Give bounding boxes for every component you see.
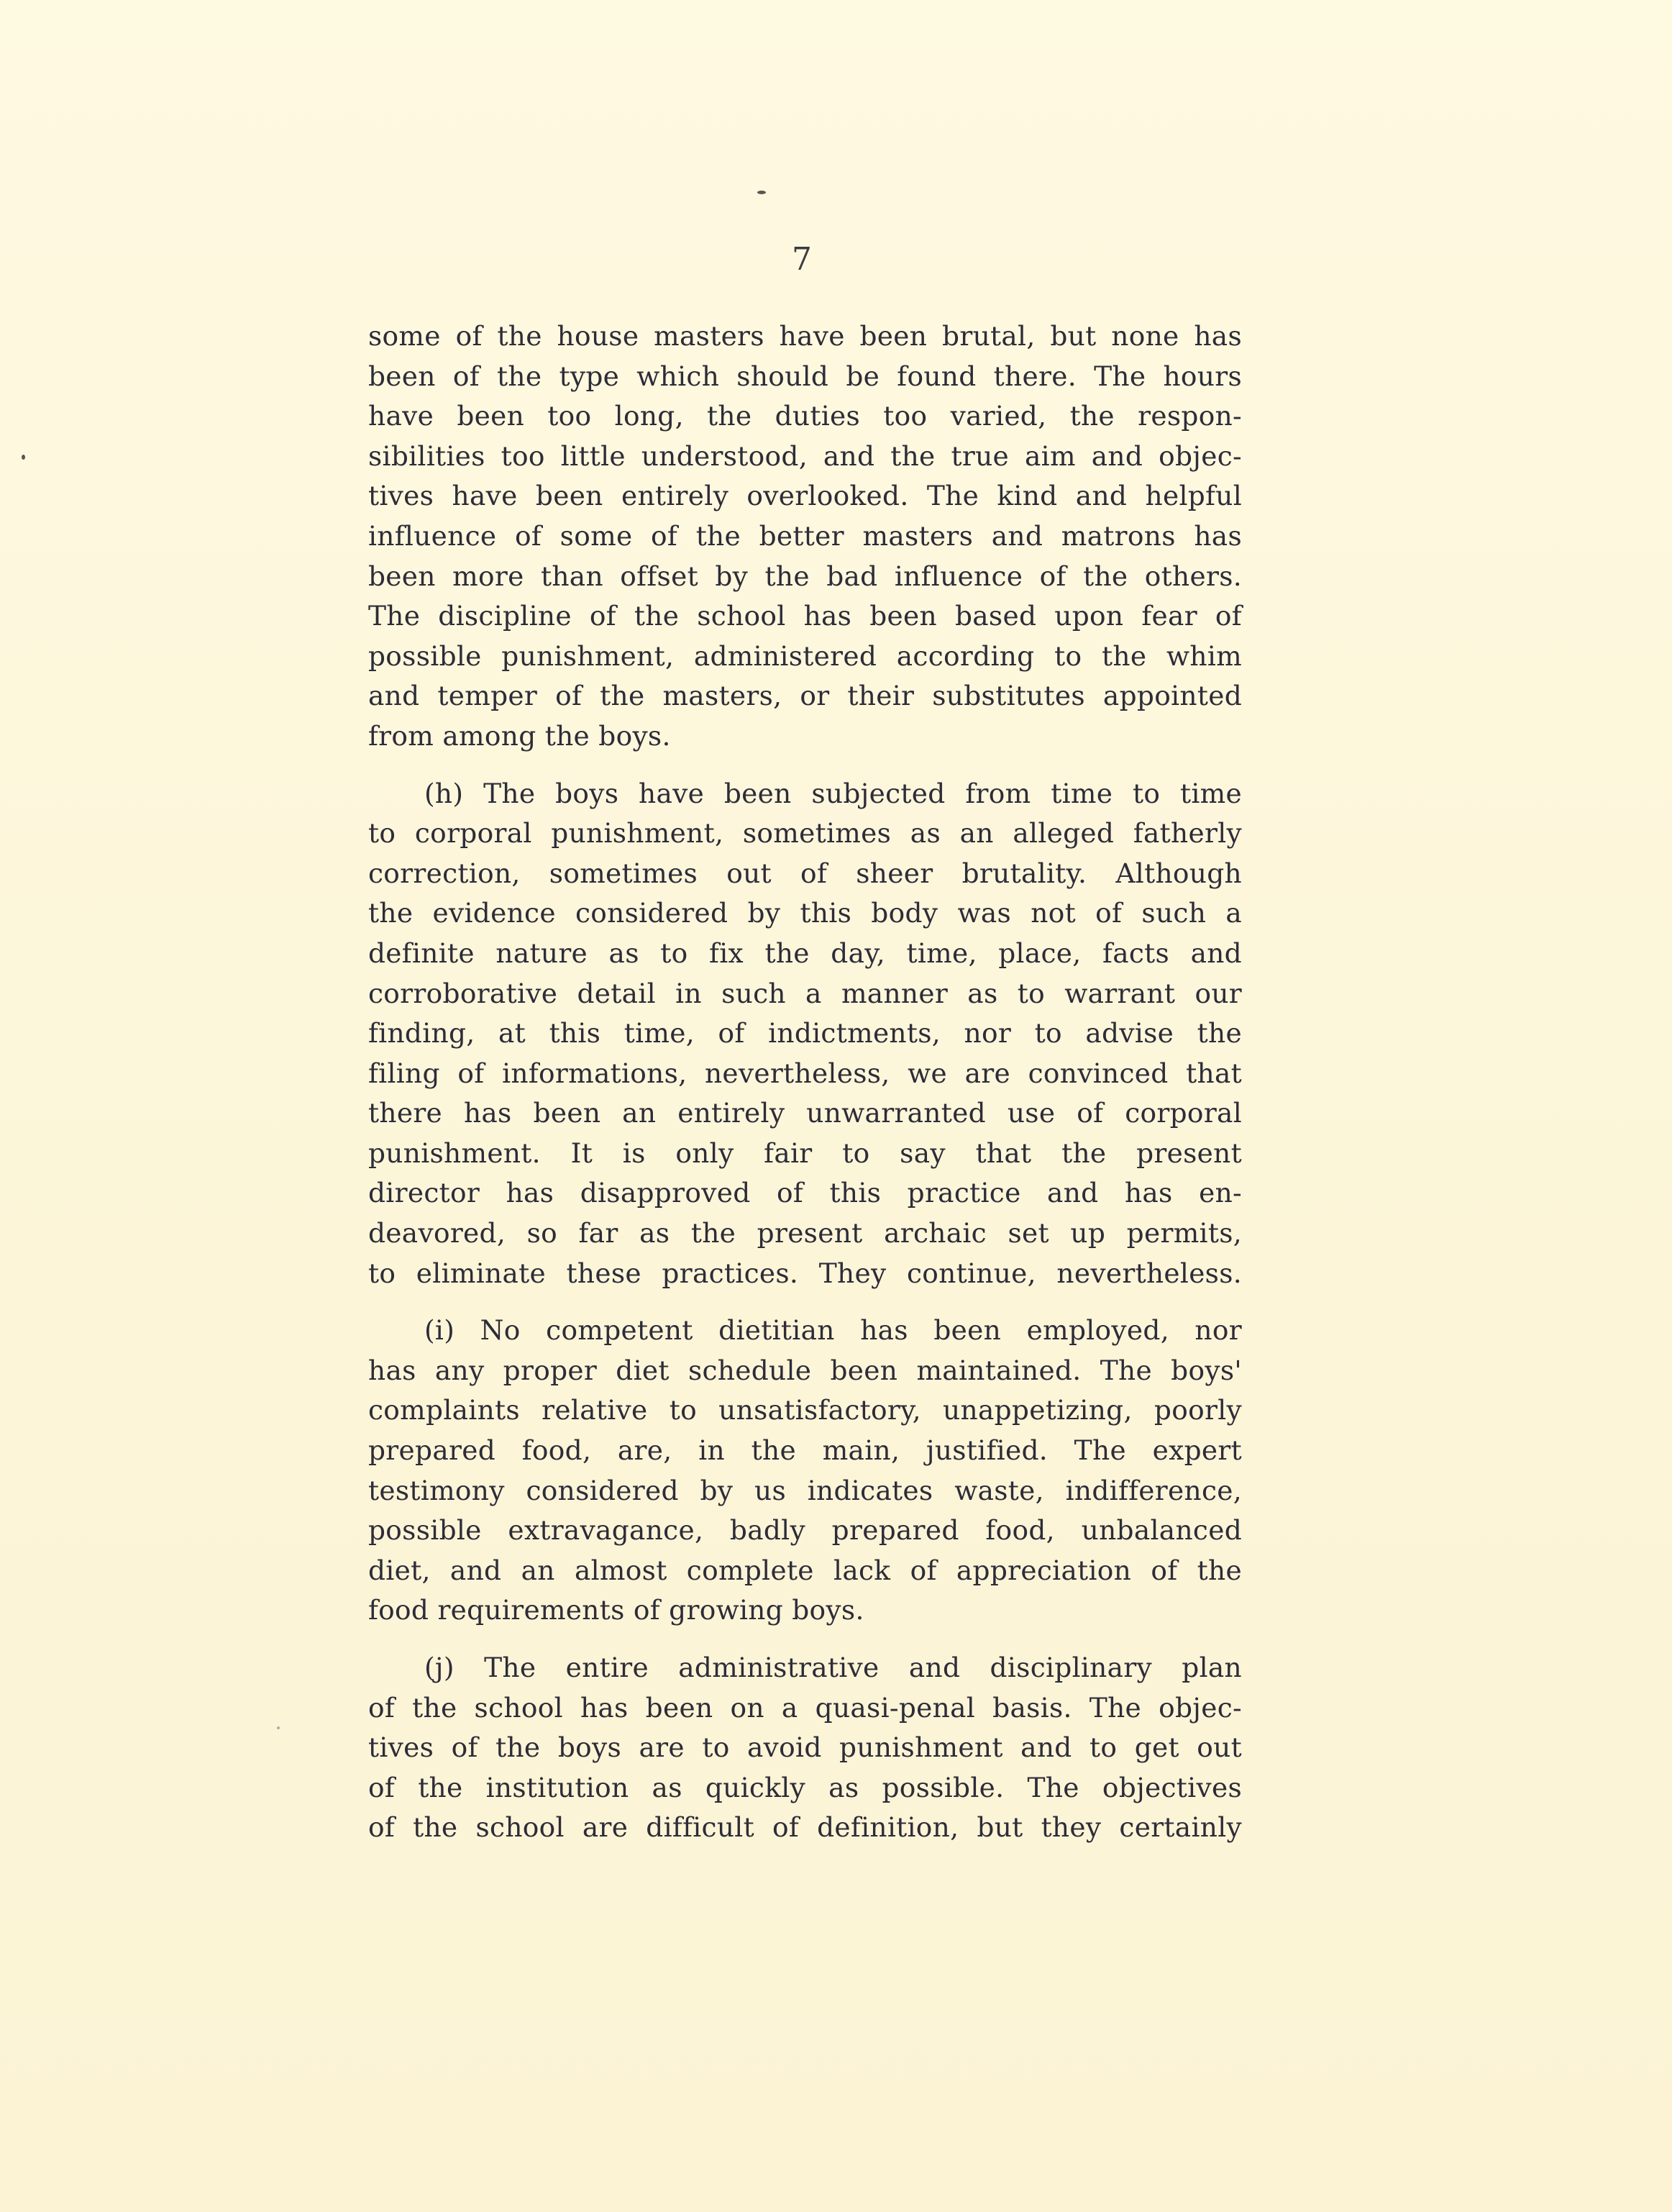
- text-line: of the institution as quickly as possible. The objectives: [368, 1771, 1242, 1803]
- text-line: deavored, so far as the present archaic set up permits,: [368, 1217, 1242, 1250]
- text-line: prepared food, are, in the main, justified. The expert: [368, 1434, 1242, 1467]
- text-line: influence of some of the better masters and matrons has: [368, 519, 1242, 552]
- paragraph-gap: [368, 1293, 1242, 1311]
- text-line: possible extravagance, badly prepared food, unbalanced: [368, 1514, 1242, 1547]
- text-line: been of the type which should be found there. The hours: [368, 360, 1242, 392]
- text-line: have been too long, the duties too varied, the respon-: [368, 400, 1242, 432]
- text-line: possible punishment, administered according to the whim: [368, 640, 1242, 672]
- text-line: (j) The entire administrative and disciplinary plan: [424, 1652, 1242, 1683]
- text-line: correction, sometimes out of sheer brutality. Although: [368, 857, 1242, 889]
- text-line: the evidence considered by this body was not of such a: [368, 897, 1242, 929]
- text-line: from among the boys.: [368, 719, 671, 752]
- text-line: has any proper diet schedule been maintained. The boys': [368, 1354, 1242, 1386]
- text-line: punishment. It is only fair to say that the present: [368, 1137, 1242, 1169]
- text-line: sibilities too little understood, and the true aim and objec-: [368, 440, 1242, 472]
- text-line: been more than offset by the bad influence of the others.: [368, 560, 1242, 592]
- text-line: diet, and an almost complete lack of appreciation of the: [368, 1554, 1242, 1586]
- paragraph-j: [368, 1648, 1242, 1848]
- text-line: (h) The boys have been subjected from time to time: [424, 777, 1242, 809]
- text-line: there has been an entirely unwarranted use of corporal: [368, 1097, 1242, 1129]
- body-text: [368, 317, 1242, 1848]
- text-line: finding, at this time, of indictments, nor to advise the: [368, 1017, 1242, 1050]
- ink-speck: [277, 1726, 280, 1729]
- text-line: tives of the boys are to avoid punishment and to get out: [368, 1731, 1242, 1764]
- paragraph-i: [368, 1311, 1242, 1631]
- ink-speck: [757, 191, 766, 194]
- text-line: The discipline of the school has been based upon fear of: [368, 600, 1242, 632]
- text-line: of the school are difficult of definition, but they certainly: [368, 1811, 1242, 1844]
- text-line: definite nature as to fix the day, time, place, facts and: [368, 937, 1242, 969]
- text-line: corroborative detail in such a manner as to warrant our: [368, 977, 1242, 1009]
- text-line: complaints relative to unsatisfactory, unappetizing, poorly: [368, 1394, 1242, 1426]
- text-line: filing of informations, nevertheless, we are convinced that: [368, 1057, 1242, 1089]
- text-line: to corporal punishment, sometimes as an alleged fatherly: [368, 817, 1242, 850]
- paragraph-h: [368, 774, 1242, 1294]
- text-line: tives have been entirely overlooked. The kind and helpful: [368, 480, 1242, 512]
- text-line: and temper of the masters, or their substitutes appointed: [368, 680, 1242, 712]
- paragraph-gap: [368, 1631, 1242, 1648]
- text-line: (i) No competent dietitian has been employed, nor: [424, 1314, 1242, 1347]
- text-line: of the school has been on a quasi-penal basis. The objec-: [368, 1691, 1242, 1724]
- text-line: testimony considered by us indicates waste, indifference,: [368, 1474, 1242, 1506]
- text-line: some of the house masters have been brutal, but none has: [368, 320, 1242, 352]
- text-line: food requirements of growing boys.: [368, 1594, 864, 1626]
- page-number: 7: [792, 241, 812, 278]
- paragraph-gap: [368, 757, 1242, 774]
- text-line: director has disapproved of this practice and has en-: [368, 1177, 1242, 1209]
- ink-speck: [22, 455, 25, 460]
- text-line: to eliminate these practices. They continue, nevertheless.: [368, 1257, 1242, 1289]
- paragraph-g: [368, 317, 1242, 757]
